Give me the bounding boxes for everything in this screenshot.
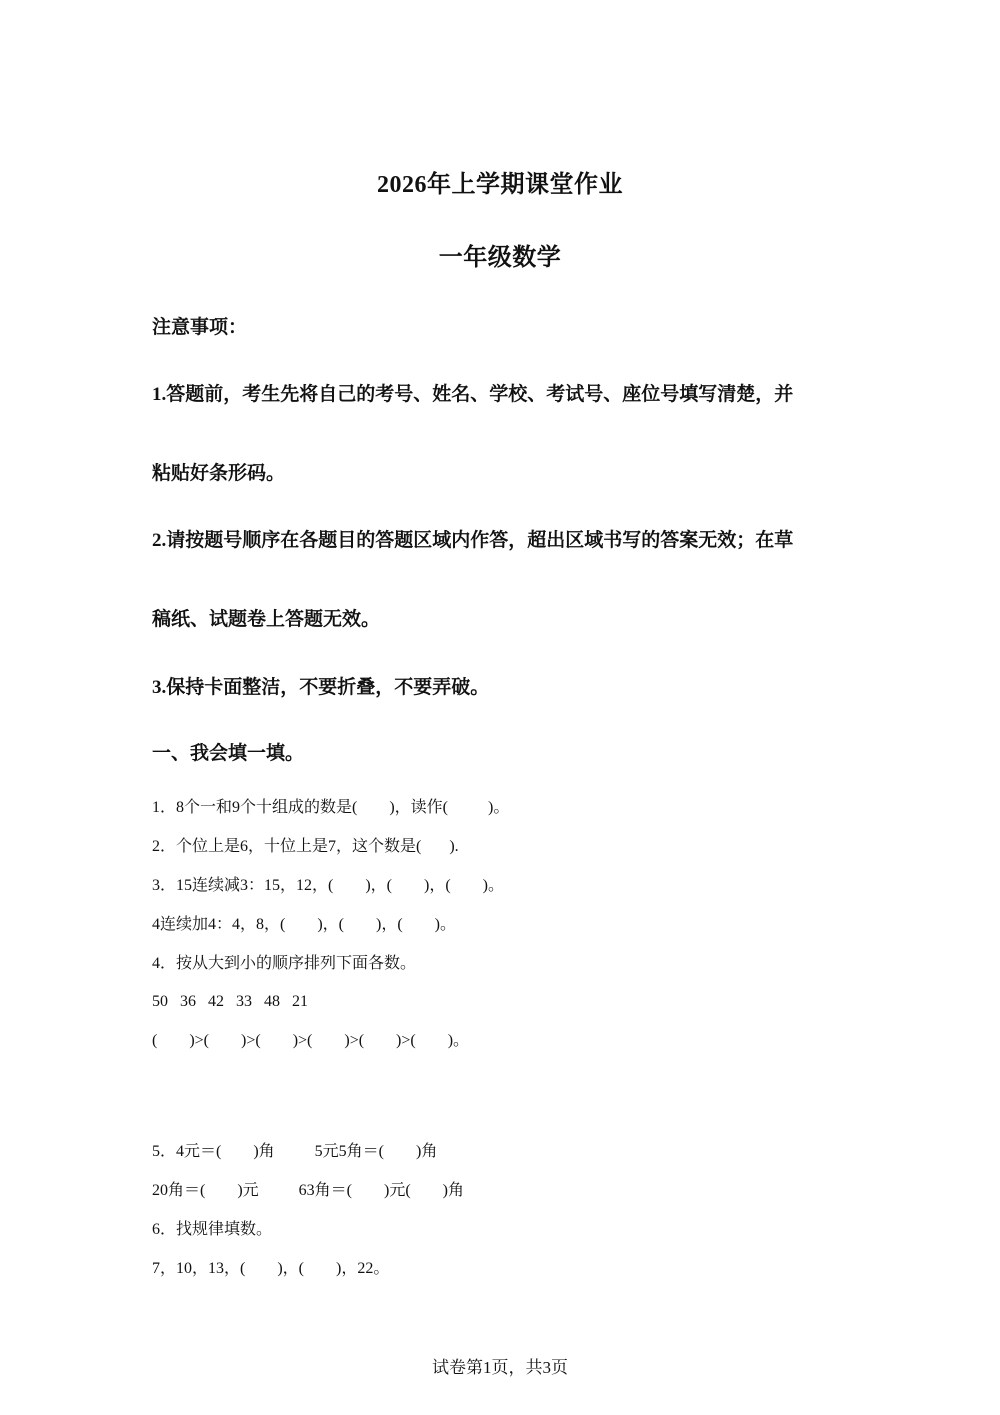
page-title: 2026年上学期课堂作业: [377, 172, 623, 198]
question-2: 2．个位上是6，十位上是7，这个数是( ).: [152, 838, 459, 855]
question-3-part-b: 4连续加4：4，8，( )，( )，( )。: [152, 916, 456, 933]
notice-item-1-line-2: 粘贴好条形码。: [152, 463, 286, 484]
notice-item-3: 3.保持卡面整洁，不要折叠，不要弄破。: [152, 677, 490, 698]
notice-heading: 注意事项：: [152, 317, 248, 338]
notice-item-2-line-2: 稿纸、试题卷上答题无效。: [152, 609, 381, 630]
page-subtitle: 一年级数学: [438, 245, 562, 271]
question-4-numbers: 50 36 42 33 48 21: [152, 993, 308, 1010]
question-6-sequence: 7，10，13，( )，( )，22。: [152, 1260, 390, 1277]
notice-item-1-line-1: 1.答题前，考生先将自己的考号、姓名、学校、考试号、座位号填写清楚，并: [152, 384, 794, 405]
question-3-part-a: 3．15连续减3：15，12，( )，( )，( )。: [152, 877, 504, 894]
question-4: 4．按从大到小的顺序排列下面各数。: [152, 955, 417, 972]
page-footer: 试卷第1页，共3页: [432, 1358, 568, 1377]
question-4-answer-blanks: ( )>( )>( )>( )>( )>( )。: [152, 1032, 470, 1049]
notice-item-2-line-1: 2.请按题号顺序在各题目的答题区域内作答，超出区域书写的答案无效；在草: [152, 530, 794, 551]
question-5-line-2: 20角＝( )元 63角＝( )元( )角: [152, 1182, 464, 1199]
question-6: 6．找规律填数。: [152, 1221, 273, 1238]
section-heading: 一、我会填一填。: [152, 743, 305, 764]
question-1: 1．8个一和9个十组成的数是( )，读作( )。: [152, 799, 510, 816]
question-5-line-1: 5．4元＝( )角 5元5角＝( )角: [152, 1143, 438, 1160]
